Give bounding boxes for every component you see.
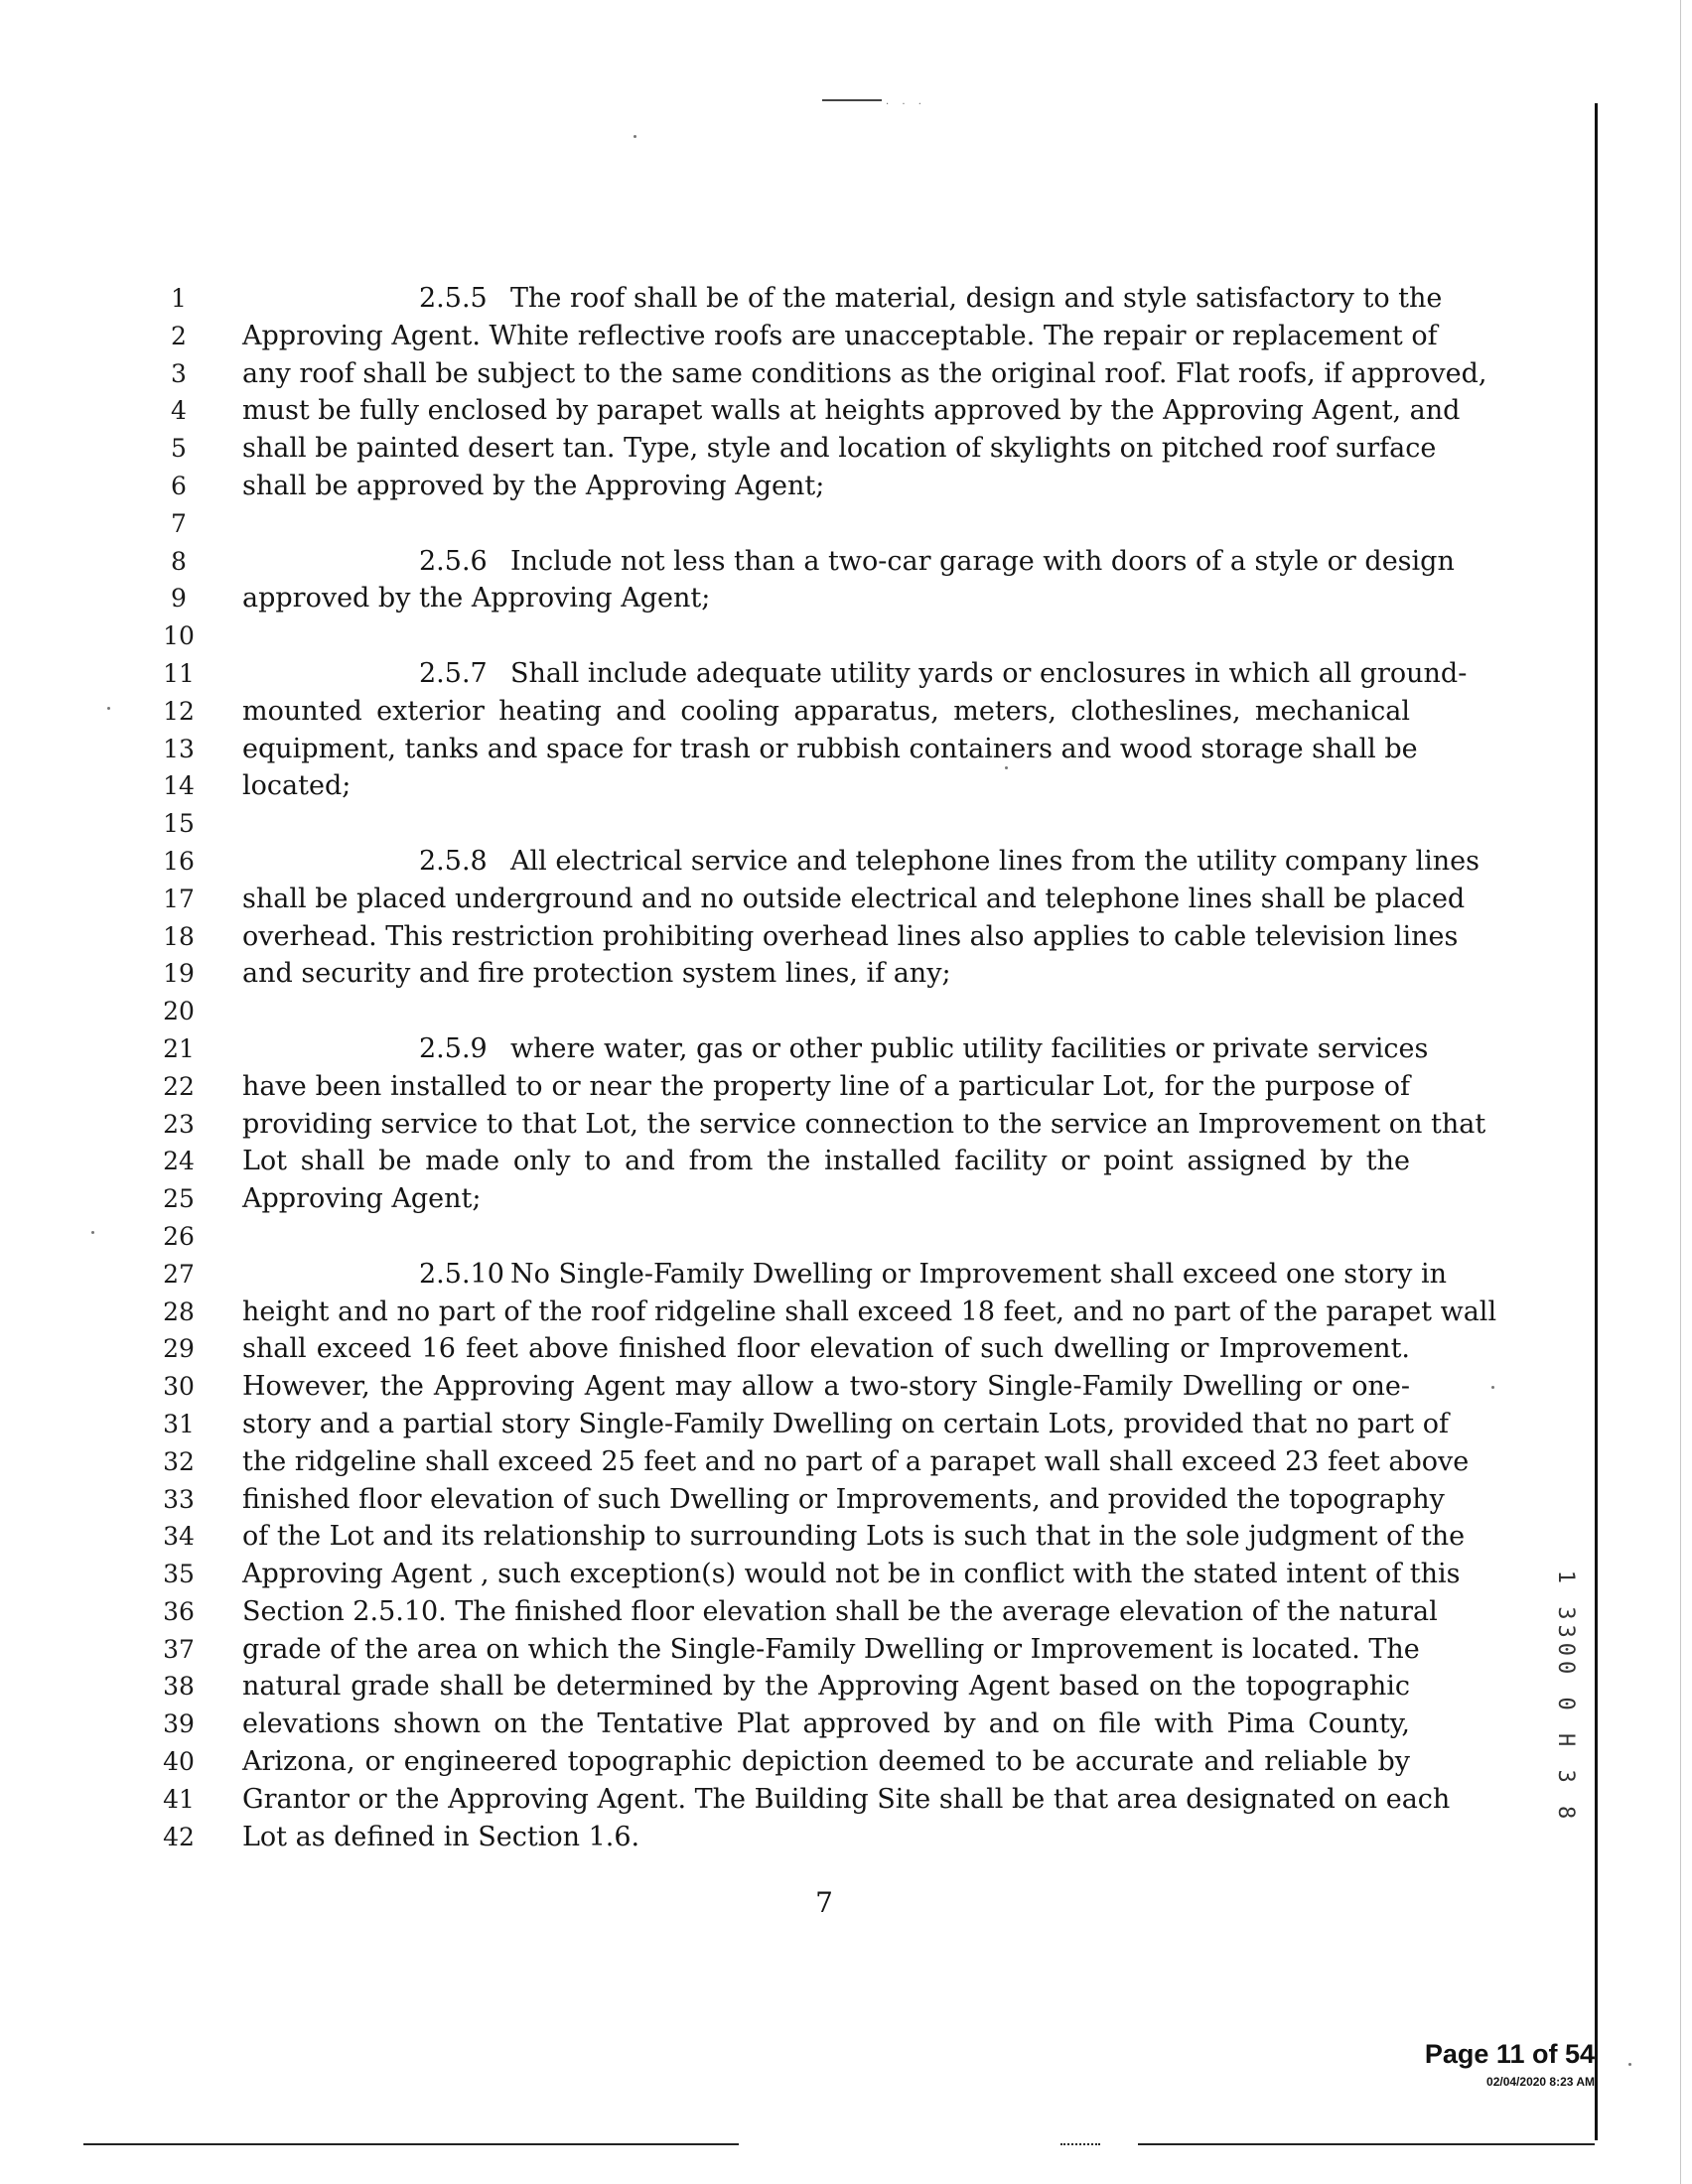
line-number: 35: [163, 1560, 195, 1589]
section-2-5-7-line: mounted exterior heating and cooling apparatus, meters, clotheslines, mechanical: [242, 695, 1410, 727]
line-number: 7: [171, 508, 187, 538]
line-number: 9: [171, 584, 187, 614]
line-number: 2: [171, 321, 187, 350]
line-number: 23: [163, 1109, 195, 1139]
scan-edge-line: [1680, 0, 1681, 2184]
section-number: 2.5.6: [419, 545, 488, 577]
section-2-5-7-line: 2.5.7 Shall include adequate utility yards or enclosures in which all ground-: [242, 655, 1410, 693]
section-2-5-5-line: must be fully enclosed by parapet walls at heights approved by the Approving Agent, and: [242, 395, 1461, 427]
bottom-rule: [83, 2143, 739, 2145]
right-margin-rule: [1595, 103, 1598, 2140]
section-2-5-10-line: the ridgeline shall exceed 25 feet and no part of a parapet wall shall exceed 23 feet above: [242, 1445, 1470, 1477]
section-2-5-8-line: 2.5.8 All electrical service and telephone lines from the utility company lines: [242, 843, 1410, 881]
line-number: 3: [171, 358, 187, 388]
section-2-5-10-line: height and no part of the roof ridgeline shall exceed 18 feet, and no part of the parapet wall: [242, 1296, 1497, 1327]
page-number: 7: [815, 1886, 833, 1919]
scan-speck: [107, 707, 110, 710]
line-number: 33: [163, 1484, 195, 1514]
line-number: 24: [163, 1147, 195, 1176]
section-2-5-5-line: any roof shall be subject to the same conditions as the original roof. Flat roofs, if approved,: [242, 357, 1487, 389]
section-2-5-9-line: providing service to that Lot, the service connection to the service an Improvement on that: [242, 1108, 1486, 1140]
section-2-5-5-line: shall be painted desert tan. Type, style and location of skylights on pitched roof surface: [242, 433, 1437, 465]
line-number: 30: [163, 1372, 195, 1402]
section-2-5-9-line: 2.5.9 where water, gas or other public utility facilities or private services: [242, 1030, 1410, 1068]
line-number: 29: [163, 1334, 195, 1364]
recording-number: 1 3300 0 H 3 8: [1553, 1570, 1579, 1824]
line-number: 11: [163, 658, 195, 688]
recorder-page-stamp: Page 11 of 54: [1424, 2039, 1595, 2069]
section-2-5-10-line: Grantor or the Approving Agent. The Building Site shall be that area designated on each: [242, 1783, 1451, 1815]
section-2-5-10-line: Approving Agent , such exception(s) would not be in conflict with the stated intent of this: [242, 1559, 1461, 1590]
blank-line: [242, 993, 1410, 1030]
scan-speck: [91, 1231, 94, 1234]
line-number: 25: [163, 1184, 195, 1214]
line-number: 38: [163, 1672, 195, 1702]
line-number: 8: [171, 546, 187, 576]
line-number: 36: [163, 1596, 195, 1626]
line-number: 20: [163, 997, 195, 1026]
scan-speck: [1491, 1386, 1494, 1389]
section-2-5-5-line: Approving Agent. White reflective roofs are unacceptable. The repair or replacement of: [242, 320, 1438, 351]
line-number: 15: [163, 809, 195, 839]
blank-line: [242, 1218, 1410, 1256]
line-number: 22: [163, 1071, 195, 1101]
blank-line: [242, 805, 1410, 843]
section-2-5-8-line: and security and fire protection system lines, if any;: [242, 958, 951, 990]
line-number: 5: [171, 434, 187, 464]
scan-speck: [634, 135, 636, 138]
line-number: 1: [171, 284, 187, 313]
blank-line: [242, 617, 1410, 655]
line-number: 27: [163, 1259, 195, 1289]
line-number: 6: [171, 471, 187, 500]
line-number: 34: [163, 1522, 195, 1552]
bottom-rule: [1060, 2143, 1100, 2145]
line-number: 12: [163, 696, 195, 726]
section-2-5-10-line: of the Lot and its relationship to surrounding Lots is such that in the sole judgment of the: [242, 1521, 1466, 1553]
section-2-5-8-line: overhead. This restriction prohibiting overhead lines also applies to cable television lines: [242, 920, 1459, 952]
scan-dots: . . .: [886, 96, 926, 107]
section-2-5-5-line: shall be approved by the Approving Agent;: [242, 470, 825, 501]
section-number: 2.5.7: [419, 657, 488, 689]
recorder-date-stamp: 02/04/2020 8:23 AM: [1486, 2075, 1595, 2089]
line-number: 18: [163, 921, 195, 951]
section-number: 2.5.8: [419, 845, 488, 877]
section-2-5-9-line: have been installed to or near the property line of a particular Lot, for the purpose of: [242, 1070, 1410, 1102]
section-2-5-10-line: 2.5.10 No Single-Family Dwelling or Improvement shall exceed one story in: [242, 1256, 1410, 1294]
bottom-rule: [1138, 2143, 1595, 2145]
line-number: 32: [163, 1446, 195, 1476]
line-number: 16: [163, 846, 195, 876]
section-2-5-9-line: Lot shall be made only to and from the installed facility or point assigned by the: [242, 1146, 1410, 1177]
section-2-5-10-line: However, the Approving Agent may allow a two-story Single-Family Dwelling or one-: [242, 1371, 1410, 1403]
blank-line: [242, 505, 1410, 543]
section-2-5-10-line: natural grade shall be determined by the Approving Agent based on the topographic: [242, 1671, 1410, 1703]
line-number: 17: [163, 884, 195, 913]
section-number: 2.5.9: [419, 1032, 488, 1064]
line-number: 13: [163, 734, 195, 763]
line-number: 42: [163, 1822, 195, 1851]
section-2-5-10-line: story and a partial story Single-Family Dwelling on certain Lots, provided that no part of: [242, 1408, 1449, 1439]
line-number: 39: [163, 1709, 195, 1739]
section-2-5-10-line: Lot as defined in Section 1.6.: [242, 1821, 640, 1852]
line-number: 14: [163, 771, 195, 801]
line-number: 41: [163, 1784, 195, 1814]
section-2-5-7-line: equipment, tanks and space for trash or rubbish containers and wood storage shall be: [242, 733, 1418, 764]
section-2-5-6-line: approved by the Approving Agent;: [242, 583, 711, 614]
section-2-5-10-line: finished floor elevation of such Dwelling or Improvements, and provided the topography: [242, 1483, 1445, 1515]
section-2-5-10-line: shall exceed 16 feet above finished floor elevation of such dwelling or Improvement.: [242, 1333, 1410, 1365]
line-number: 19: [163, 959, 195, 989]
section-2-5-10-line: grade of the area on which the Single-Family Dwelling or Improvement is located. The: [242, 1633, 1420, 1665]
scan-mark: [822, 99, 882, 101]
line-number-column: [157, 280, 201, 1855]
scan-speck: [1628, 2063, 1631, 2066]
line-number: 40: [163, 1747, 195, 1777]
section-2-5-10-line: elevations shown on the Tentative Plat approved by and on file with Pima County,: [242, 1708, 1410, 1740]
section-2-5-9-line: Approving Agent;: [242, 1183, 482, 1215]
section-2-5-5-line: 2.5.5 The roof shall be of the material, design and style satisfactory to the: [242, 280, 1410, 318]
line-number: 37: [163, 1634, 195, 1664]
line-number: 21: [163, 1033, 195, 1063]
line-number: 10: [163, 621, 195, 651]
section-2-5-7-line: located;: [242, 770, 352, 802]
line-number: 31: [163, 1409, 195, 1438]
line-number: 26: [163, 1221, 195, 1251]
section-number: 2.5.5: [419, 283, 488, 314]
line-number: 4: [171, 396, 187, 426]
line-number: 28: [163, 1297, 195, 1326]
section-number: 2.5.10: [419, 1258, 504, 1290]
section-2-5-10-line: Arizona, or engineered topographic depiction deemed to be accurate and reliable by: [242, 1746, 1410, 1778]
section-2-5-10-line: Section 2.5.10. The finished floor elevation shall be the average elevation of the natural: [242, 1595, 1438, 1627]
document-body: [242, 280, 1497, 1855]
section-2-5-8-line: shall be placed underground and no outside electrical and telephone lines shall be placed: [242, 883, 1466, 914]
section-2-5-6-line: 2.5.6 Include not less than a two-car garage with doors of a style or design: [242, 543, 1410, 581]
